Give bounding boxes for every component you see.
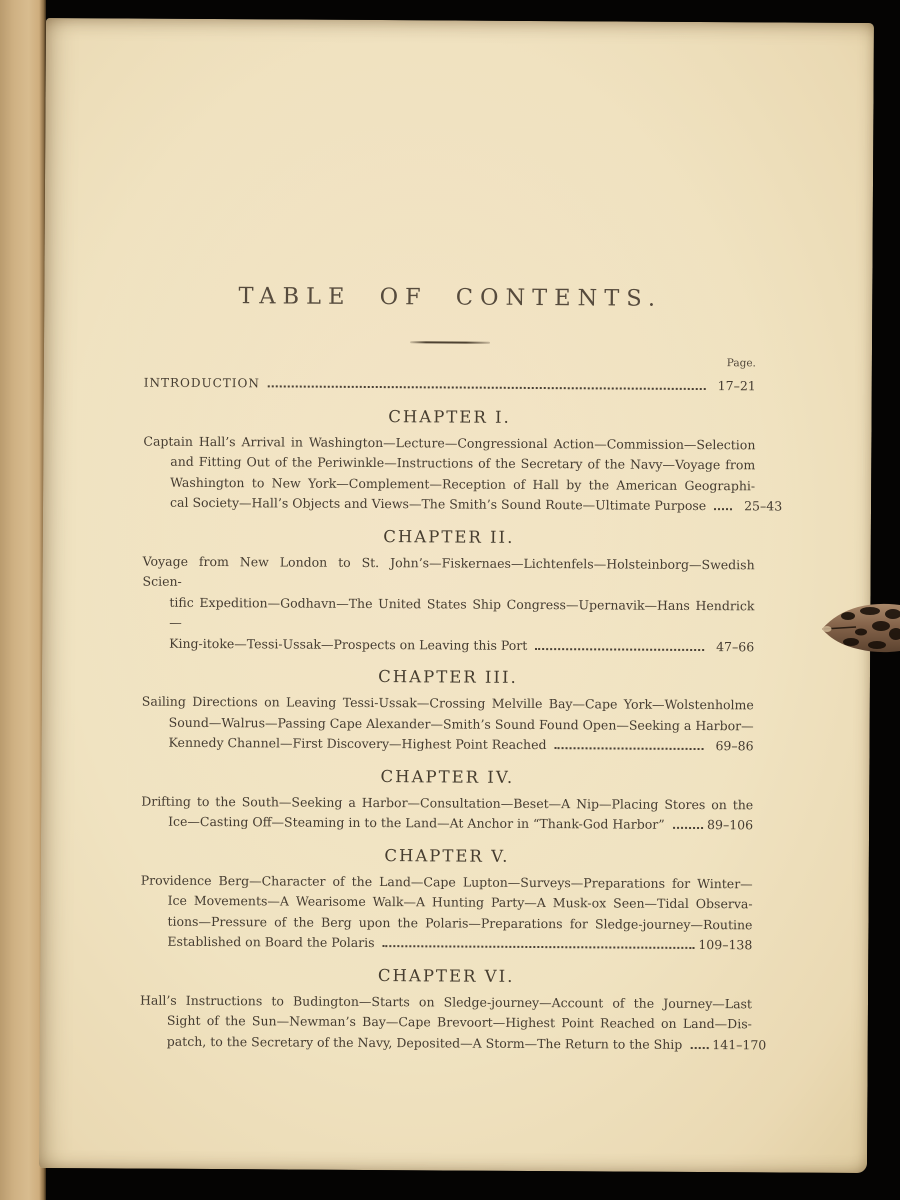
dot-leader [714, 508, 732, 510]
toc-chapter [142, 666, 755, 757]
toc-line-text: patch, to the Secretary of the Navy, Deposited—A Storm—The Return to the Ship [166, 1033, 683, 1052]
chapter-heading: CHAPTER II. [383, 526, 515, 547]
chapter-heading: CHAPTER I. [388, 406, 511, 427]
toc-chapter [141, 765, 753, 836]
toc-line: Captain Hall’s Arrival in Washington—Lecture—Congressional Action—Commission—Selection [143, 433, 756, 452]
page-column-label: Page. [726, 357, 756, 370]
toc-line: Drifting to the South—Seeking a Harbor—Consultation—Beset—A Nip—Placing Stores on the [141, 793, 754, 812]
toc-line-text: Ice—Casting Off—Steaming in to the Land—At Anchor in “Thank-God Harbor” [168, 813, 665, 832]
introduction-page-range: 17–21 [717, 378, 756, 394]
chapter-heading: CHAPTER V. [384, 845, 510, 866]
dot-leader [690, 1046, 708, 1048]
dot-leader [673, 827, 703, 829]
toc-line: Providence Berg—Character of the Land—Cape Lupton—Surveys—Preparations for Winter— [140, 872, 753, 891]
chapter-heading: CHAPTER III. [378, 667, 518, 687]
page-range: 109–138 [698, 937, 753, 953]
toc-line: Hall’s Instructions to Budington—Starts on Sledge-journey—Account of the Journey—Last [139, 992, 753, 1011]
toc-line: tific Expedition—Godhavn—The United States Ship Congress—Upernavik—Hans Hendrick— [169, 594, 755, 630]
bookmark-clip [820, 602, 900, 654]
toc-line: Sailing Directions on Leaving Tessi-Ussak—Crossing Melville Bay—Cape York—Wolstenholme [141, 693, 754, 713]
page-range: 25–43 [744, 498, 783, 514]
dot-leader [555, 747, 704, 750]
toc-chapter [139, 964, 767, 1055]
dot-leader [268, 385, 706, 390]
page-range: 141–170 [712, 1036, 767, 1052]
toc-line: tions—Pressure of the Berg upon the Polaris—Preparations for Sledge-journey—Routine [167, 913, 753, 932]
toc-line: and Fitting Out of the Periwinkle—Instructions of the Secretary of the Navy—Voyage from [170, 453, 756, 473]
toc-last-line [142, 633, 754, 657]
toc-last-line [140, 932, 752, 956]
page-title: TABLE OF CONTENTS. [238, 283, 663, 312]
toc-line: Ice Movements—A Wearisome Walk—A Hunting Party—A Musk-ox Seen—Tidal Observa- [167, 892, 753, 912]
toc-line: Washington to New York—Complement—Reception of Hall by the American Geographi- [170, 474, 756, 493]
toc-last-line [140, 1031, 767, 1055]
toc-chapter [140, 844, 753, 956]
page-range: 69–86 [715, 738, 754, 754]
chapter-heading: CHAPTER VI. [377, 965, 515, 986]
page-range: 47–66 [716, 638, 755, 654]
toc-line: Sound—Walrus—Passing Cape Alexander—Smith’s Sound Found Open—Seeking a Harbor— [168, 714, 754, 733]
toc-line-text: Kennedy Channel—First Discovery—Highest Point Reached [168, 734, 547, 753]
toc-chapter [142, 525, 755, 657]
book-page [39, 18, 874, 1173]
chapter-heading: CHAPTER IV. [380, 766, 515, 787]
toc-entry-introduction [144, 373, 756, 397]
toc-last-line [143, 493, 783, 517]
toc-line: Sight of the Sun—Newman’s Bay—Cape Brevoort—Highest Point Reached on Land—Dis- [166, 1012, 752, 1032]
dot-leader [535, 648, 704, 651]
title-rule [410, 341, 490, 343]
toc-last-line [142, 733, 754, 757]
toc-last-line [141, 812, 753, 836]
dot-leader [383, 945, 695, 949]
page-content [139, 19, 783, 1056]
toc-line-text: Established on Board the Polaris [167, 933, 375, 951]
chapter-list [139, 405, 783, 1055]
toc-line-text: King-itoke—Tessi-Ussak—Prospects on Leaving this Port [169, 635, 528, 653]
toc-line: Voyage from New London to St. John’s—Fiskernaes—Lichtenfels—Holsteinborg—Swedish Scien- [142, 553, 755, 589]
toc-line-text: cal Society—Hall’s Objects and Views—The Smith’s Sound Route—Ultimate Purpose [169, 494, 707, 514]
page-range: 89–106 [707, 817, 754, 833]
toc-chapter [143, 405, 783, 517]
introduction-label: INTRODUCTION [143, 375, 260, 391]
